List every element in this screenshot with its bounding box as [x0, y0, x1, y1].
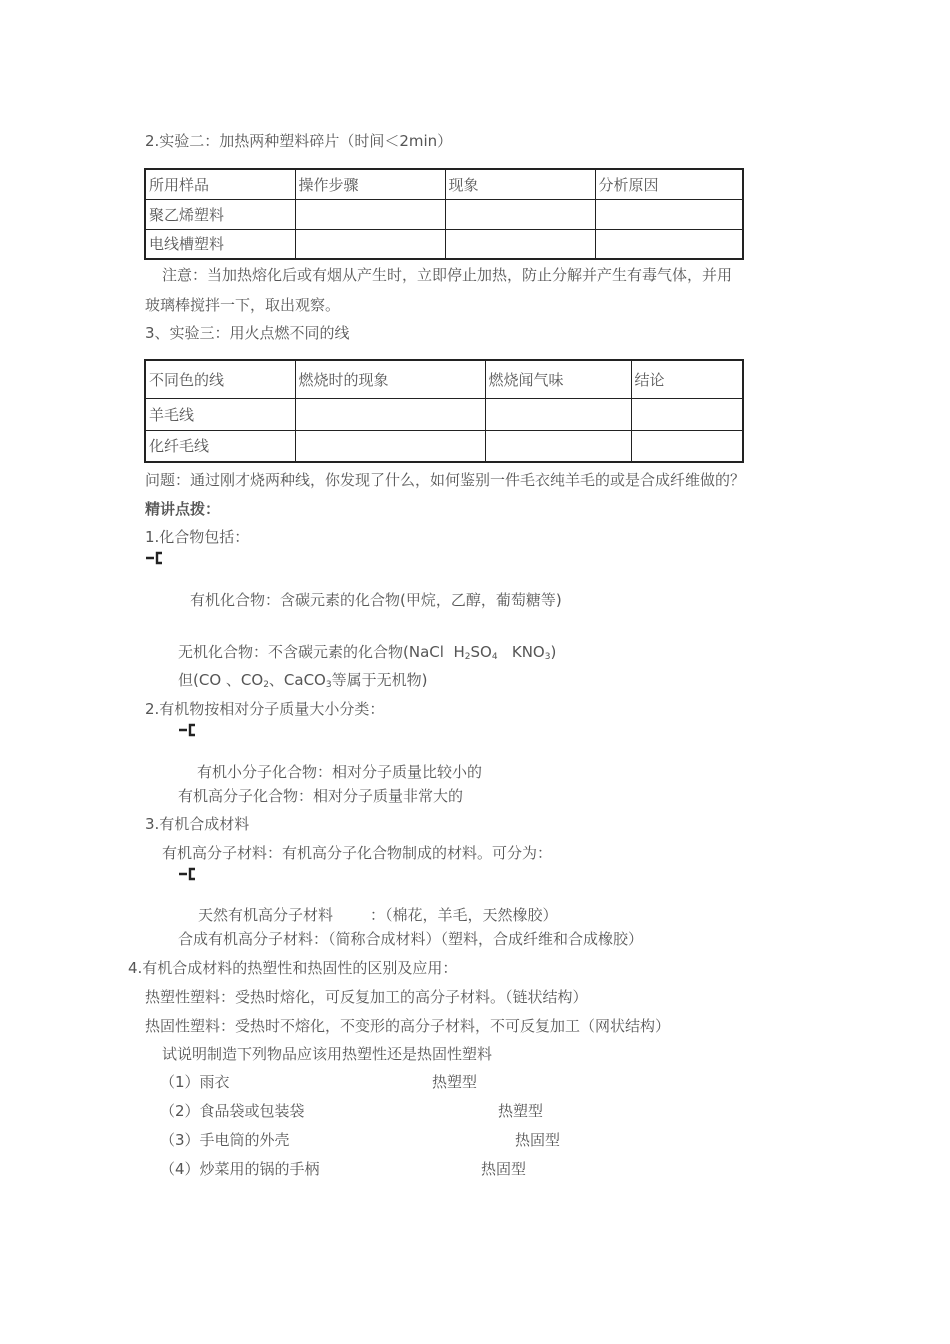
- table-cell: [445, 229, 595, 259]
- exception-text: 等属于无机物): [331, 671, 428, 689]
- exercise-item-answer: 热塑型: [432, 1073, 478, 1091]
- exp2-note-line1: 注意：当加热熔化后或有烟从产生时，立即停止加热，防止分解并产生有毒气体，并用: [162, 266, 733, 284]
- formula-text: KNO: [511, 643, 545, 661]
- table-header-cell: 所用样品: [145, 169, 295, 199]
- table-header-row: [145, 360, 743, 398]
- synthetic-polymer: 合成有机高分子材料：（简称合成材料）（塑料，合成纤维和合成橡胶）: [178, 930, 644, 948]
- table-cell: [295, 229, 445, 259]
- table-row: [145, 398, 743, 430]
- table-cell: [595, 229, 743, 259]
- section-4-heading: 4.有机合成材料的热塑性和热固性的区别及应用：: [128, 959, 458, 977]
- lecture-title: 精讲点拨：: [145, 500, 221, 518]
- exercise-item-label: （4）炒菜用的锅的手柄: [160, 1160, 320, 1178]
- thermoplastic-definition: 热塑性塑料：受热时熔化，可反复加工的高分子材料。（链状结构）: [145, 988, 588, 1006]
- table-cell: 羊毛线: [145, 398, 295, 430]
- exp2-heading: 2.实验二：加热两种塑料碎片（时间＜2min）: [145, 132, 453, 150]
- table-cell: 聚乙烯塑料: [145, 199, 295, 229]
- small-molecule: 有机小分子化合物：相对分子质量比较小的: [197, 763, 483, 781]
- table-header-cell: 分析原因: [595, 169, 743, 199]
- exp3-heading: 3、实验三：用火点燃不同的线: [145, 324, 350, 342]
- table-header-cell: 操作步骤: [295, 169, 445, 199]
- formula-subscript: 3: [544, 652, 551, 662]
- exp2-table: [144, 168, 744, 260]
- exp3-question: 问题：通过刚才烧两种线，你发现了什么，如何鉴别一件毛衣纯羊毛的或是合成纤维做的？: [145, 471, 746, 489]
- inorganic-exceptions: [178, 670, 427, 695]
- table-header-row: [145, 169, 743, 199]
- table-cell: [445, 199, 595, 229]
- thermoset-definition: 热固性塑料：受热时不熔化，不变形的高分子材料，不可反复加工（网状结构）: [145, 1017, 671, 1035]
- table-cell: [485, 398, 631, 430]
- table-cell: 化纤毛线: [145, 430, 295, 462]
- table-row: [145, 229, 743, 259]
- exercise-item-label: （1）雨衣: [160, 1073, 230, 1091]
- brace-icon: [178, 867, 198, 881]
- polymer-material: 有机高分子材料：有机高分子化合物制成的材料。可分为：: [162, 844, 553, 862]
- formula-subscript: 4: [491, 652, 498, 662]
- formula-subscript: 2: [263, 680, 269, 690]
- formula-subscript: 2: [464, 652, 471, 662]
- table-cell: [595, 199, 743, 229]
- inorganic-compound: [178, 642, 556, 667]
- table-cell: [631, 430, 743, 462]
- table-header-cell: 现象: [445, 169, 595, 199]
- section-2-heading: 2.有机物按相对分子质量大小分类：: [145, 700, 385, 718]
- formula-text: ): [550, 643, 557, 661]
- table-header-cell: 燃烧闻气味: [485, 360, 631, 398]
- organic-compound: 有机化合物：含碳元素的化合物(甲烷，乙醇，葡萄糖等): [190, 591, 562, 609]
- exercise-item-answer: 热固型: [515, 1131, 561, 1149]
- table-row: [145, 430, 743, 462]
- large-molecule: 有机高分子化合物：相对分子质量非常大的: [178, 787, 464, 805]
- exercise-item-label: （2）食品袋或包装袋: [160, 1102, 305, 1120]
- table-header-cell: 不同色的线: [145, 360, 295, 398]
- exercise-item-answer: 热塑型: [498, 1102, 544, 1120]
- table-cell: [295, 398, 485, 430]
- table-row: [145, 199, 743, 229]
- formula-text: H: [453, 643, 465, 661]
- brace-icon: [145, 551, 165, 565]
- formula-text: SO: [470, 643, 492, 661]
- formula-subscript: 3: [325, 680, 332, 690]
- exercise-item-answer: 热固型: [481, 1160, 527, 1178]
- section-1-heading: 1.化合物包括：: [145, 528, 250, 546]
- table-cell: [631, 398, 743, 430]
- table-cell: [485, 430, 631, 462]
- exception-text: 但(CO 、CO: [178, 671, 264, 689]
- section-3-heading: 3.有机合成材料: [145, 815, 250, 833]
- inorganic-text: 无机化合物：不含碳元素的化合物(NaCl: [178, 643, 444, 661]
- exp3-table: [144, 359, 744, 463]
- table-header-cell: 结论: [631, 360, 743, 398]
- table-cell: [295, 199, 445, 229]
- natural-polymer-label: 天然有机高分子材料: [198, 906, 334, 924]
- exp2-note-line2: 玻璃棒搅拌一下，取出观察。: [145, 296, 341, 314]
- table-cell: 电线槽塑料: [145, 229, 295, 259]
- table-cell: [295, 430, 485, 462]
- exercise-item-label: （3）手电筒的外壳: [160, 1131, 290, 1149]
- exercise-prompt: 试说明制造下列物品应该用热塑性还是热固性塑料: [162, 1045, 493, 1063]
- brace-icon: [178, 723, 198, 737]
- table-header-cell: 燃烧时的现象: [295, 360, 485, 398]
- exception-text: 、CaCO: [268, 671, 326, 689]
- natural-polymer-detail: ：（棉花，羊毛，天然橡胶）: [370, 906, 558, 924]
